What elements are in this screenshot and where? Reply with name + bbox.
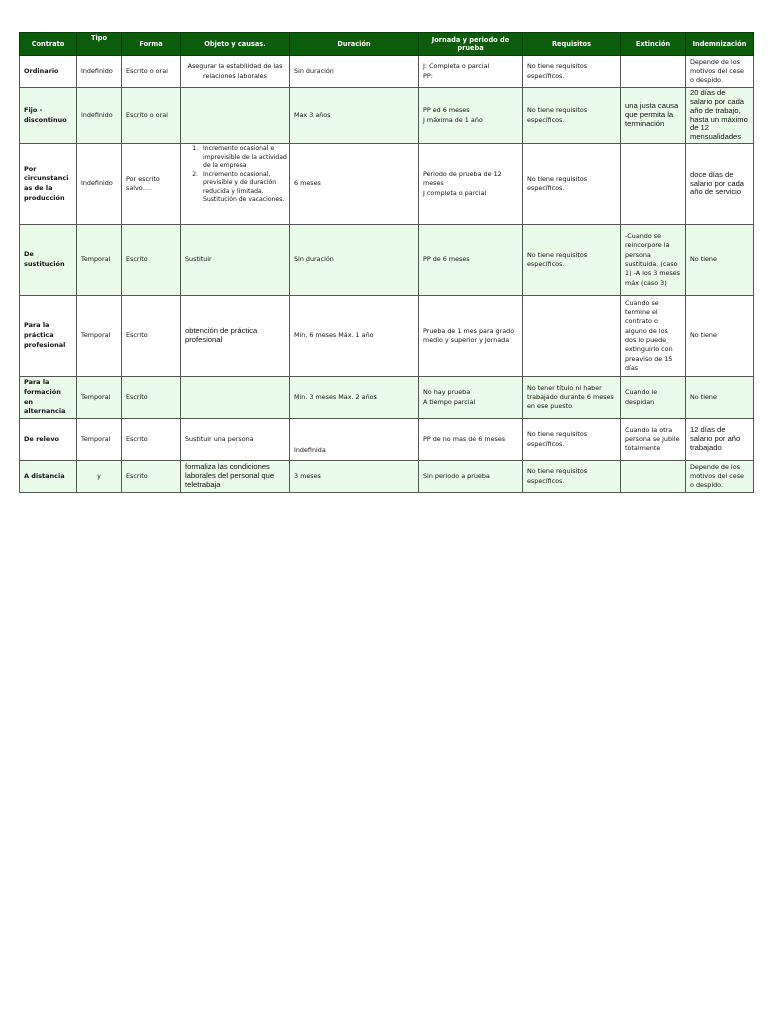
cell-duracion: Min. 3 meses Max. 2 años [290,377,419,419]
header-forma: Forma [122,33,181,56]
cell-extincion: -Cuando se reincorpore la persona sustituida. (caso 1) -A los 3 meses máx (caso 3) [621,225,686,296]
cell-extincion: Cuando la otra persona se jubile totalmente [621,419,686,461]
cell-extincion [621,144,686,225]
cell-indemnizacion: Depende de los motivos del cese o despido. [686,56,754,88]
table-row-ordinario [20,56,754,88]
table-row-fijo-discontinuo [20,88,754,144]
cell-jornada: PP de 6 meses [419,225,523,296]
header-contrato: Contrato [20,33,77,56]
cell-duracion: Sin duración [290,56,419,88]
cell-contrato: De relevo [20,419,77,461]
objeto-list-item: 1. Incremento ocasional e imprevisible de la actividad de la empresa [200,145,287,171]
cell-forma: Escrito o oral [122,56,181,88]
cell-jornada: Prueba de 1 mes para grado medio y superior y Jornada [419,296,523,377]
cell-duracion: 6 meses [290,144,419,225]
cell-requisitos: No tiene requisitos específicos. [523,419,621,461]
cell-extincion: Cuando se termine el contrato o alguno de los dos lo puede extinguirlo con preaviso de 15 días [621,296,686,377]
cell-indemnizacion: 12 días de salario por año trabajado [686,419,754,461]
contract-types-table [19,32,754,493]
cell-duracion: Sin duración [290,225,419,296]
cell-objeto [181,144,290,225]
cell-extincion [621,461,686,493]
header-indemnizacion: Indemnización [686,33,754,56]
jornada-line: PP: [423,71,433,80]
cell-requisitos: No tiene requisitos específicos. [523,225,621,296]
header-objeto: Objeto y causas. [181,33,290,56]
cell-jornada: Sin periodo a prueba [419,461,523,493]
table-header-row [20,33,754,56]
table-row-a-distancia [20,461,754,493]
cell-contrato: Para la formación en alternancia [20,377,77,419]
cell-indemnizacion: No tiene [686,225,754,296]
cell-indemnizacion: No tiene [686,377,754,419]
cell-objeto: Sustituir [181,225,290,296]
cell-contrato: Para la práctica profesional [20,296,77,377]
jornada-line: Periodo de prueba de 12 meses [423,170,502,188]
cell-jornada [419,144,523,225]
cell-jornada [419,377,523,419]
cell-indemnizacion: doce días de salario por cada año de servicio [686,144,754,225]
cell-objeto: obtención de práctica profesional [181,296,290,377]
header-requisitos: Requisitos [523,33,621,56]
table-row-relevo [20,419,754,461]
cell-indemnizacion: Depende de los motivos del cese o despido. [686,461,754,493]
cell-tipo: Temporal [77,225,122,296]
jornada-line: J: Completa o parcial [423,62,490,71]
cell-extincion: Cuando le despidan [621,377,686,419]
cell-forma: Escrito [122,419,181,461]
cell-jornada: PP de no mas de 6 meses [419,419,523,461]
cell-tipo: indefinido [77,88,122,144]
cell-contrato: Ordinario [20,56,77,88]
cell-duracion: Min. 6 meses Máx. 1 año [290,296,419,377]
cell-tipo: Temporal [77,419,122,461]
cell-tipo: Indefinido [77,56,122,88]
cell-duracion: Indefinida [290,419,419,461]
cell-forma: Por escrito salvo…. [122,144,181,225]
cell-requisitos: No tiene requisitos específicos. [523,144,621,225]
header-jornada: Jornada y periodo de prueba [419,33,523,56]
header-tipo: Tipo [77,33,122,56]
cell-jornada [419,88,523,144]
cell-tipo: Temporal [77,296,122,377]
cell-forma: Escrito [122,296,181,377]
cell-requisitos: No tiene requisitos específicos. [523,56,621,88]
cell-indemnizacion: No tiene [686,296,754,377]
table-row-circunstancias-produccion [20,144,754,225]
cell-forma: Escrito [122,377,181,419]
objeto-list [183,145,287,205]
jornada-line: J máxima de 1 año [423,115,483,124]
cell-extincion: una justa causa que permita la terminación [621,88,686,144]
cell-requisitos: No tiene requisitos específicos. [523,88,621,144]
cell-objeto: Sustituir una persona [181,419,290,461]
cell-objeto: formaliza las condiciones laborales del personal que teletrabaja [181,461,290,493]
cell-requisitos [523,296,621,377]
cell-forma: Escrito [122,225,181,296]
cell-requisitos: No tiene requisitos específicos. [523,461,621,493]
table-row-formacion-alternancia [20,377,754,419]
cell-requisitos: No tener título ni haber trabajado durante 6 meses en ese puesto [523,377,621,419]
cell-indemnizacion: 20 días de salario por cada año de trabajo, hasta un máximo de 12 mensualidades [686,88,754,144]
cell-contrato: Por circunstancias de la producción [20,144,77,225]
cell-tipo: Temporal [77,377,122,419]
cell-objeto [181,88,290,144]
jornada-line: J completa o parcial [423,188,487,197]
cell-jornada [419,56,523,88]
cell-duracion: Max 3 años [290,88,419,144]
cell-tipo: Indefinido [77,144,122,225]
objeto-list-item: 2. Incremento ocasional, previsible y de duración reducida y limitada. Sustitución de vacaciones. [200,171,287,205]
header-extincion: Extinción [621,33,686,56]
cell-duracion: 3 meses [290,461,419,493]
cell-objeto [181,377,290,419]
jornada-line: No hay prueba [423,388,471,397]
table-row-sustitucion [20,225,754,296]
cell-tipo: y [77,461,122,493]
cell-contrato: A distancia [20,461,77,493]
table-row-practica-profesional [20,296,754,377]
jornada-line: PP ed 6 meses [423,106,470,115]
jornada-line: A tiempo parcial [423,397,476,406]
header-duracion: Duración [290,33,419,56]
cell-extincion [621,56,686,88]
cell-objeto: Asegurar la estabilidad de las relaciones laborales [181,56,290,88]
cell-forma: Escrito [122,461,181,493]
cell-forma: Escrito o oral [122,88,181,144]
cell-contrato: Fijo - discontinuo [20,88,77,144]
cell-contrato: De sustitución [20,225,77,296]
